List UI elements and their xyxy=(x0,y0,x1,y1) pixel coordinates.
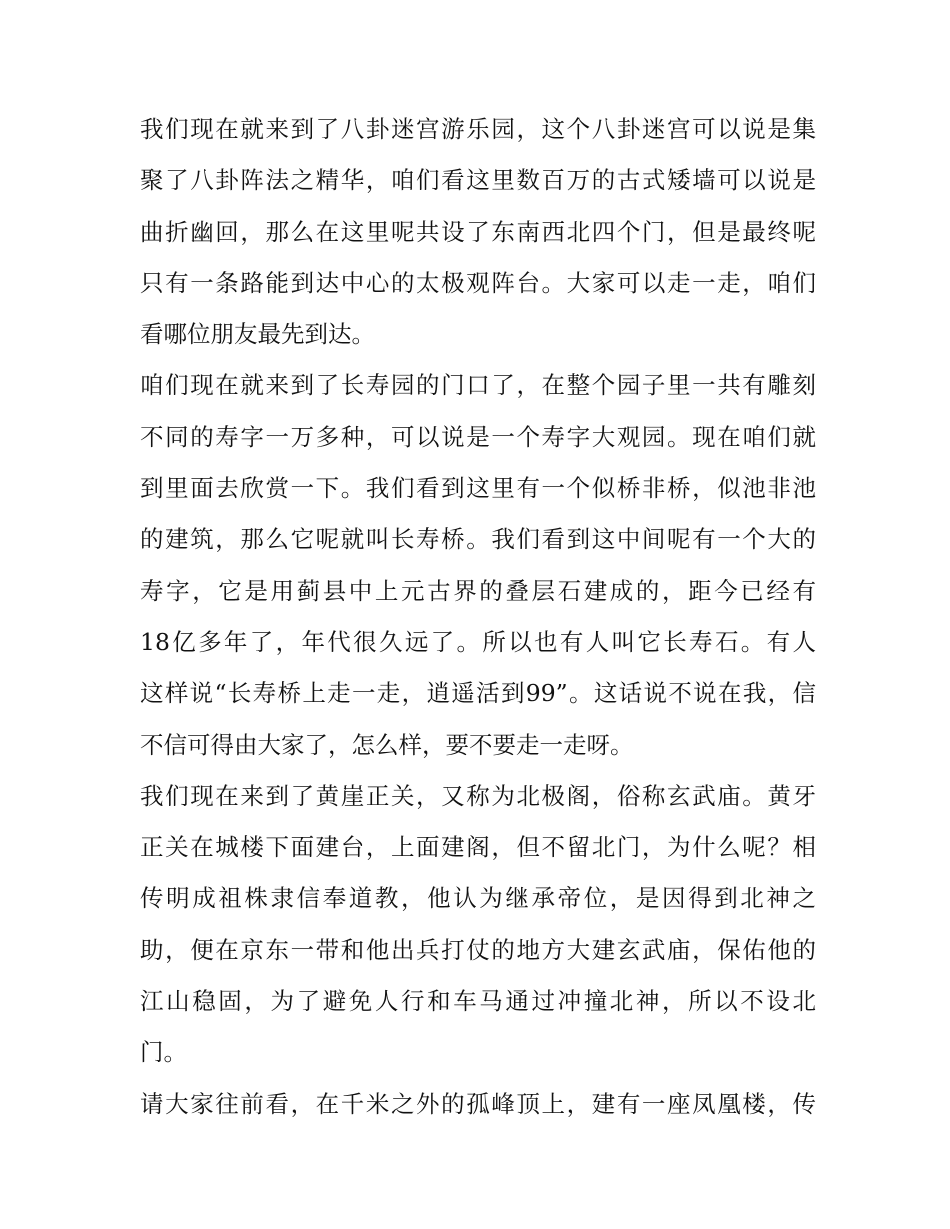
text-line: 咱们现在就来到了长寿园的门口了，在整个园子里一共有雕刻 xyxy=(140,371,816,400)
text-line: 到里面去欣赏一下。我们看到这里有一个似桥非桥，似池非池 xyxy=(140,474,816,503)
paragraph-3 xyxy=(140,771,816,1079)
text-line: 我们现在来到了黄崖正关，又称为北极阁，俗称玄武庙。黄牙 xyxy=(140,781,816,810)
text-line: 的建筑，那么它呢就叫长寿桥。我们看到这中间呢有一个大的 xyxy=(140,525,816,554)
text-line: 正关在城楼下面建台，上面建阁，但不留北门，为什么呢？相 xyxy=(140,833,816,862)
text-line: 这样说“长寿桥上走一走，逍遥活到99”。这话说不说在我，信 xyxy=(140,679,816,708)
text-line: 不信可得由大家了，怎么样，要不要走一走呀。 xyxy=(140,730,634,759)
text-line: 聚了八卦阵法之精华，咱们看这里数百万的古式矮墙可以说是 xyxy=(140,166,816,195)
paragraph-2 xyxy=(140,360,816,770)
text-line: 寿字，它是用蓟县中上元古界的叠层石建成的，距今已经有 xyxy=(140,576,816,605)
body-text xyxy=(140,104,816,1130)
text-line: 只有一条路能到达中心的太极观阵台。大家可以走一走，咱们 xyxy=(140,268,816,297)
text-line: 我们现在就来到了八卦迷宫游乐园，这个八卦迷宫可以说是集 xyxy=(140,115,816,143)
paragraph-4 xyxy=(140,1079,816,1130)
text-line: 不同的寿字一万多种，可以说是一个寿字大观园。现在咱们就 xyxy=(140,422,816,451)
text-line: 18亿多年了，年代很久远了。所以也有人叫它长寿石。有人 xyxy=(140,627,816,656)
text-line: 助，便在京东一带和他出兵打仗的地方大建玄武庙，保佑他的 xyxy=(140,935,816,964)
text-line: 传明成祖株隶信奉道教，他认为继承帝位，是因得到北神之 xyxy=(140,884,816,913)
paragraph-1 xyxy=(140,104,816,360)
text-line: 请大家往前看，在千米之外的孤峰顶上，建有一座凤凰楼，传 xyxy=(140,1089,816,1118)
text-line: 曲折幽回，那么在这里呢共设了东南西北四个门，但是最终呢 xyxy=(140,217,816,246)
text-line: 江山稳固，为了避免人行和车马通过冲撞北神，所以不设北 xyxy=(140,987,816,1016)
text-line: 看哪位朋友最先到达。 xyxy=(140,320,375,349)
text-line: 门。 xyxy=(140,1038,187,1067)
